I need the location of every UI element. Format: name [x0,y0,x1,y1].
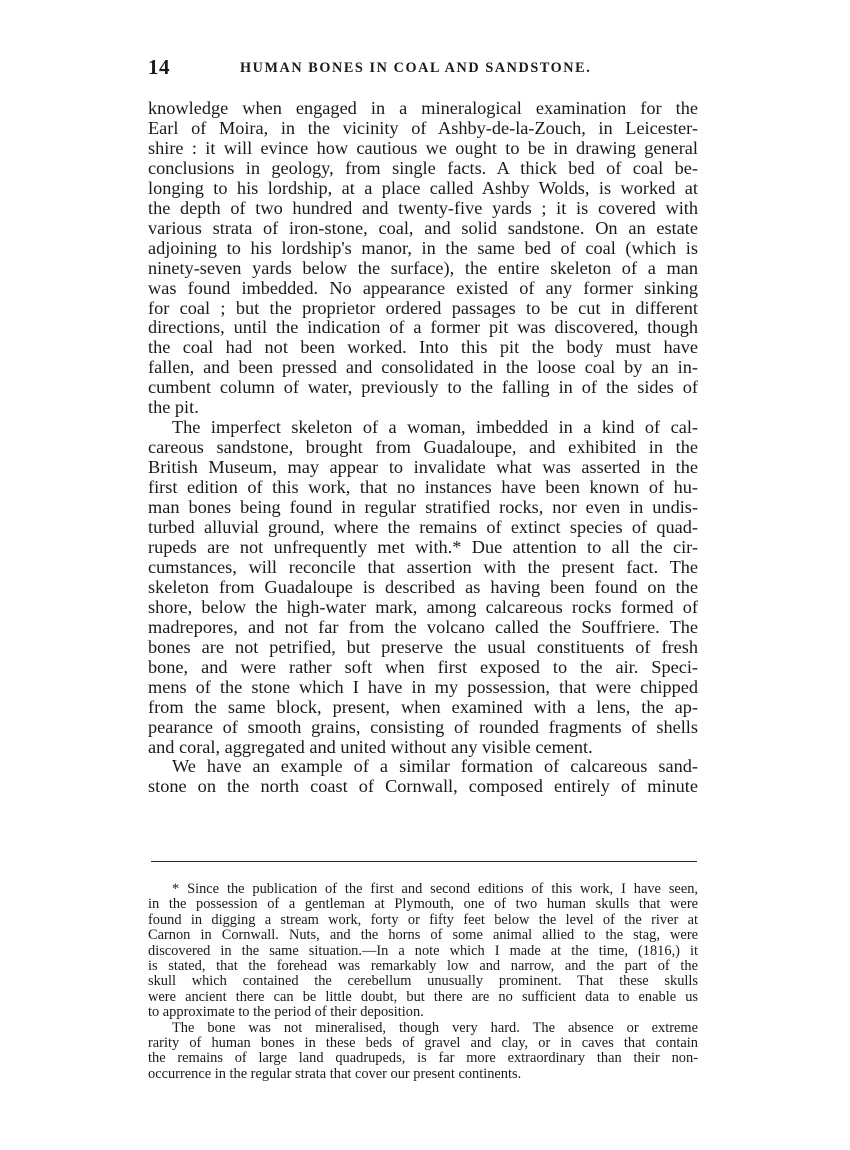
text-line: ninety-seven yards below the surface), the entire skeleton of a man [148,257,698,278]
text-line: bones are not petrified, but preserve the usual constituents of fresh [148,636,698,657]
text-line: the coal had not been worked. Into this pit the body must have [148,337,698,358]
text-line: and coral, aggregated and united without any visible cement. [148,736,593,757]
text-line: longing to his lordship, at a place called Ashby Wolds, is worked at [148,177,698,198]
footnote-line: the remains of large land quadrupeds, is far more extraordinary than their non- [148,1050,698,1067]
text-line: careous sandstone, brought from Guadaloupe, and exhibited in the [148,437,698,458]
footnote-paragraph-1 [148,882,698,1021]
text-line: turbed alluvial ground, where the remains of extinct species of quad- [148,517,698,538]
footnote-line: The bone was not mineralised, though very hard. The absence or extreme [172,1019,698,1036]
text-line: The imperfect skeleton of a woman, imbedded in a kind of cal- [172,417,698,438]
text-line: for coal ; but the proprietor ordered passages to be cut in different [148,297,698,318]
text-line: British Museum, may appear to invalidate what was asserted in the [148,457,698,478]
text-line: conclusions in geology, from single facts. A thick bed of coal be- [148,157,698,178]
text-line: We have an example of a similar formation of calcareous sand- [172,756,698,777]
text-line: pearance of smooth grains, consisting of rounded fragments of shells [148,716,698,737]
text-line: various strata of iron-stone, coal, and solid sandstone. On an estate [148,217,698,238]
paragraph-2 [148,418,698,757]
running-title: HUMAN BONES IN COAL AND SANDSTONE. [240,60,592,76]
text-line: man bones being found in regular stratified rocks, nor even in undis- [148,497,698,518]
text-line: skeleton from Guadaloupe is described as having been found on the [148,576,698,597]
footnote-line: discovered in the same situation.—In a note which I made at the time, (1816,) it [148,942,698,959]
footnote-rule [151,861,697,862]
text-line: mens of the stone which I have in my possession, that were chipped [148,676,698,697]
footnote-paragraph-2 [148,1021,698,1083]
footnote-line: * Since the publication of the first and second editions of this work, I have seen, [172,881,698,897]
text-line: bone, and were rather soft when first exposed to the air. Speci- [148,656,698,677]
footnote-line: skull which contained the cerebellum unusually prominent. That these skulls [148,973,698,990]
text-line: adjoining to his lordship's manor, in the same bed of coal (which is [148,237,698,258]
footnote-line: rarity of human bones in these beds of gravel and clay, or in caves that contain [148,1035,698,1052]
text-line: shire : it will evince how cautious we ought to be in drawing general [148,137,698,158]
footnote-line: in the possession of a gentleman at Plymouth, one of two human skulls that were [148,896,698,913]
footnote-line: found in digging a stream work, forty or fifty feet below the level of the river at [148,911,698,928]
text-line: was found imbedded. No appearance existed of any former sinking [148,277,698,298]
text-line: knowledge when engaged in a mineralogical examination for the [148,98,698,118]
footnotes [148,882,698,1082]
footnote-line: is stated, that the forehead was remarkably low and narrow, and the part of the [148,958,698,975]
text-line: stone on the north coast of Cornwall, composed entirely of minute [148,776,698,797]
text-line: fallen, and been pressed and consolidated in the loose coal by an in- [148,357,698,378]
footnote-line: to approximate to the period of their deposition. [148,1004,424,1021]
footnote-line: occurrence in the regular strata that cover our present continents. [148,1065,522,1082]
page-number: 14 [148,55,170,79]
text-line: cumstances, will reconcile that assertion with the present fact. The [148,556,698,577]
text-line: madrepores, and not far from the volcano called the Souffriere. The [148,616,698,637]
footnote-line: Carnon in Cornwall. Nuts, and the horns of some animal allied to the stag, were [148,927,698,944]
footnote-line: were ancient there can be little doubt, but there are no sufficient data to enable us [148,988,698,1005]
text-line: from the same block, present, when examined with a lens, the ap- [148,696,698,717]
text-line: cumbent column of water, previously to the falling in of the sides of [148,377,698,398]
text-line: first edition of this work, that no instances have been known of hu- [148,477,698,498]
text-line: the depth of two hundred and twenty-five yards ; it is covered with [148,197,698,218]
paragraph-3 [148,757,698,797]
text-line: Earl of Moira, in the vicinity of Ashby-de-la-Zouch, in Leicester- [148,117,698,138]
text-line: the pit. [148,397,199,418]
running-head [148,55,698,81]
text-line: directions, until the indication of a former pit was discovered, though [148,317,698,338]
paragraph-1 [148,99,698,418]
main-text [148,99,698,797]
text-line: shore, below the high-water mark, among calcareous rocks formed of [148,596,698,617]
text-line: rupeds are not unfrequently met with.* Due attention to all the cir- [148,536,698,557]
